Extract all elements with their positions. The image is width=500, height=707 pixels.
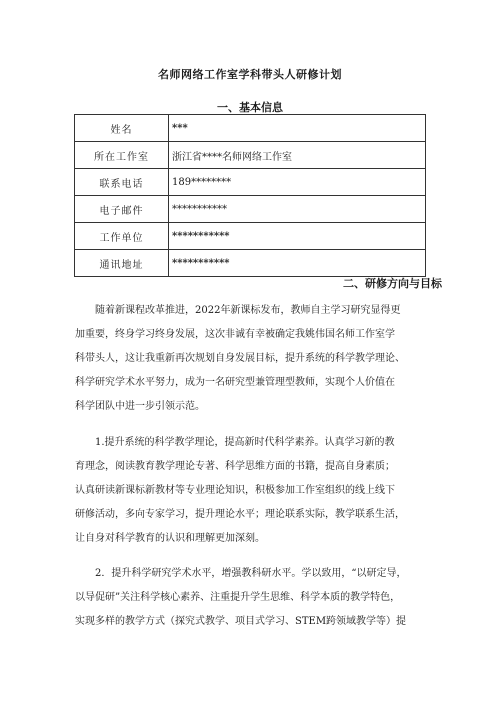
paragraph-line: 科学团队中进一步引领示范。 [75,401,205,412]
info-label: 通讯地址 [75,250,169,277]
info-label: 电子邮件 [75,196,169,223]
paragraph-line: 科学研究学术水平努力，成为一名研究型兼管理型教师，实现个人价值在 [75,377,395,388]
section-heading-basic-info: 一、基本信息 [217,101,283,114]
info-label: 所在工作室 [75,142,169,169]
paragraph-line: 2．提升科学研究学术水平，增强教科研水平。学以致用，“以研定导， [95,568,407,579]
paragraph-line: 随着新课程改革推进，2022年新课标发布，教师自主学习研究显得更 [95,305,401,316]
info-value: *********** [169,250,426,277]
paragraph-intro [75,299,425,419]
document-title: 名师网络工作室学科带头人研修计划 [158,68,342,81]
section-heading-direction-goals: 二、研修方向与目标 [343,277,442,290]
info-row [75,223,426,250]
paragraph-line: 加重要，终身学习终身发展，这次非诚有幸被确定我姚伟国名师工作室学 [75,329,395,340]
info-value: *********** [169,196,426,223]
basic-info-table [74,114,426,277]
paragraph-line: 认真研读新课标新教材等专业理论知识，积极参加工作室组织的线上线下 [75,485,395,496]
info-row [75,196,426,223]
info-value: 189******** [169,169,426,196]
info-label: 联系电话 [75,169,169,196]
paragraph-goal-2 [75,562,425,634]
paragraph-line: 实现多样的教学方式（探究式教学、项目式学习、STEM跨领域教学等）提 [75,616,407,627]
paragraph-line: 1.提升系统的科学教学理论，提高新时代科学素养。认真学习新的教 [95,437,395,448]
info-value: *** [169,115,426,142]
info-value: *********** [169,223,426,250]
paragraph-goal-1 [75,431,425,551]
paragraph-line: 育理念，阅读教育教学理论专著、科学思维方面的书籍，提高自身素质； [75,461,395,472]
info-row [75,115,426,142]
paragraph-line: 科带头人，这让我重新再次规划自身发展目标，提升系统的科学教学理论、 [75,353,405,364]
paragraph-line: 让自身对科学教育的认识和理解更加深刻。 [75,533,265,544]
info-label: 工作单位 [75,223,169,250]
info-value: 浙江省****名师网络工作室 [169,142,426,169]
info-row [75,250,426,277]
info-label: 姓名 [75,115,169,142]
info-row [75,142,426,169]
paragraph-line: 以导促研”关注科学核心素养、注重提升学生思维、科学本质的教学特色， [75,592,401,603]
info-row [75,169,426,196]
paragraph-line: 研修活动，多向专家学习，提升理论水平；理论联系实际，教学联系生活， [75,509,405,520]
